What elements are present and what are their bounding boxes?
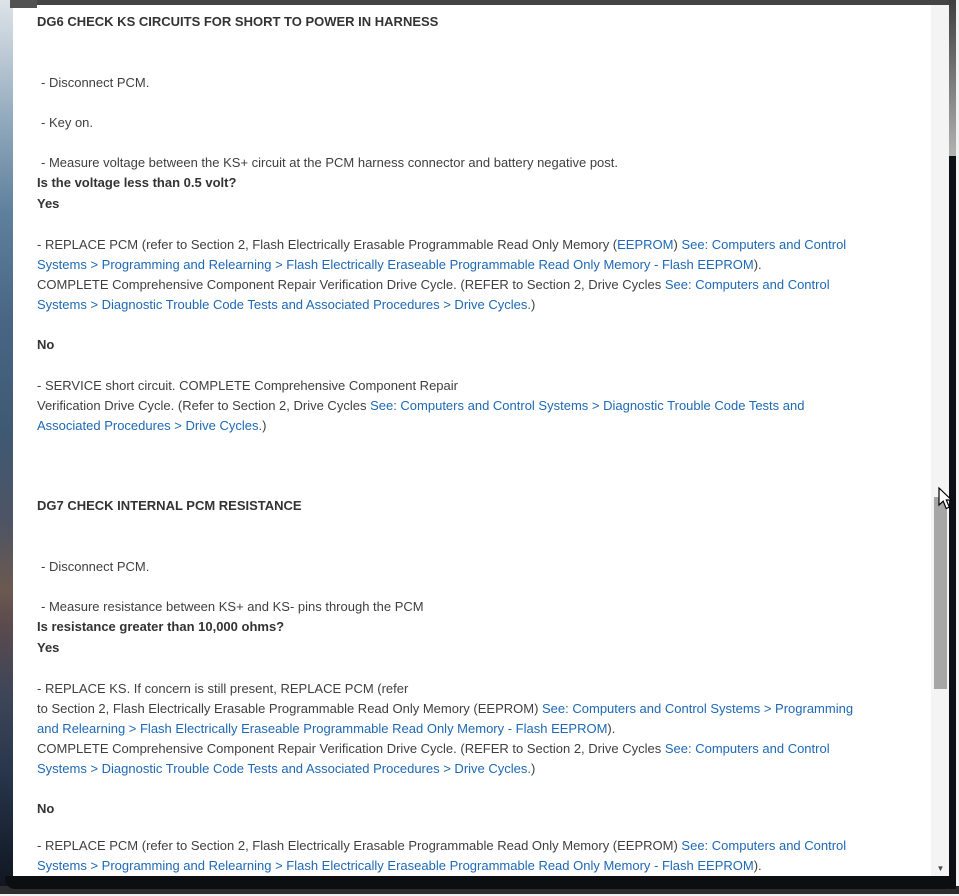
reference-link[interactable]: See: Computers and Control (664, 277, 830, 292)
text-segment: COMPLETE Comprehensive Component Repair Verification Drive Cycle. (REFER to Section 2, Drive Cycles (37, 741, 665, 756)
text-segment: ) (673, 237, 682, 252)
window-top-frame (10, 0, 950, 5)
text-segment: - Disconnect PCM. (41, 75, 150, 90)
reference-link[interactable]: See: Computers and Control Systems > Diagnostic Trouble Code Tests and (370, 398, 805, 413)
text-line (37, 856, 931, 876)
step-heading-dg6 (37, 12, 931, 32)
desktop-background (0, 0, 13, 894)
text-line (37, 335, 931, 355)
text-segment: ). (607, 721, 616, 736)
text-line (37, 699, 931, 719)
text-segment: - Measure voltage between the KS+ circuit at the PCM harness connector and battery negative post. (41, 155, 619, 170)
text-segment: DG7 CHECK INTERNAL PCM RESISTANCE (37, 498, 302, 513)
answer-yes (37, 638, 931, 658)
text-line (37, 12, 931, 32)
text-segment: Yes (37, 640, 60, 655)
text-segment: No (37, 337, 55, 352)
step-heading-dg7 (37, 496, 931, 516)
reference-link[interactable]: See: Computers and Control (681, 237, 847, 252)
reference-link[interactable]: Systems > Diagnostic Trouble Code Tests and Associated Procedures > Drive Cycles. (37, 761, 531, 776)
step-action (37, 113, 931, 133)
scrollbar-down-arrow-icon[interactable]: ▼ (936, 864, 945, 873)
step-question (37, 173, 931, 193)
content-scrollbar-track[interactable] (931, 5, 949, 876)
text-line (37, 836, 931, 856)
reference-link[interactable]: Systems > Diagnostic Trouble Code Tests and Associated Procedures > Drive Cycles. (37, 297, 531, 312)
yes-instructions (37, 679, 931, 779)
text-line (37, 153, 931, 173)
reference-link[interactable]: See: Computers and Control (681, 838, 847, 853)
text-line (37, 799, 931, 819)
reference-link[interactable]: EEPROM (617, 237, 674, 252)
text-line (37, 173, 931, 193)
answer-yes (37, 194, 931, 214)
text-line (37, 679, 931, 699)
text-segment: - REPLACE PCM (refer to Section 2, Flash Electrically Erasable Programmable Read Only Memory (EEPROM) (37, 838, 682, 853)
text-line (37, 617, 931, 637)
reference-link[interactable]: Systems > Programming and Relearning > Flash Electrically Eraseable Programmable Read Only Memory - Flash EEPROM (37, 858, 754, 873)
yes-instructions (37, 235, 931, 315)
text-segment: - REPLACE KS. If concern is still present, REPLACE PCM (refer (37, 681, 409, 696)
text-segment: Yes (37, 196, 60, 211)
text-segment: ) (531, 761, 536, 776)
step-question (37, 617, 931, 637)
text-line (37, 396, 931, 416)
text-segment: - SERVICE short circuit. COMPLETE Comprehensive Component Repair (37, 378, 458, 393)
text-line (37, 597, 931, 617)
outer-scrollbar-thumb[interactable] (949, 0, 956, 156)
text-line (37, 416, 931, 436)
text-line (37, 235, 931, 255)
text-line (37, 638, 931, 658)
step-action (37, 73, 931, 93)
window-bottom-frame (5, 876, 956, 889)
text-line (37, 194, 931, 214)
text-segment: - Key on. (41, 115, 94, 130)
text-segment: ). (753, 257, 762, 272)
text-line (37, 719, 931, 739)
text-line (37, 255, 931, 275)
text-segment: ). (753, 858, 762, 873)
text-segment: to Section 2, Flash Electrically Erasable Programmable Read Only Memory (EEPROM) (37, 701, 543, 716)
text-segment: - Measure resistance between KS+ and KS- pins through the PCM (41, 599, 424, 614)
mouse-cursor-icon (938, 487, 954, 516)
content-scrollbar-thumb[interactable] (934, 497, 947, 689)
text-line (37, 759, 931, 779)
text-segment: ) (531, 297, 536, 312)
text-segment: - Disconnect PCM. (41, 559, 150, 574)
text-segment: - REPLACE PCM (refer to Section 2, Flash Electrically Erasable Programmable Read Only Memory ( (37, 237, 618, 252)
text-line (37, 295, 931, 315)
text-segment: No (37, 801, 55, 816)
no-instructions (37, 376, 931, 436)
text-line (37, 739, 931, 759)
text-segment: Is resistance greater than 10,000 ohms? (37, 619, 285, 634)
text-line (37, 73, 931, 93)
reference-link[interactable]: See: Computers and Control (664, 741, 830, 756)
text-line (37, 496, 931, 516)
step-action (37, 597, 931, 617)
reference-link[interactable]: and Relearning > Flash Electrically Eraseable Programmable Read Only Memory - Flash EEPROM (37, 721, 608, 736)
document-content (37, 12, 931, 884)
text-segment: Verification Drive Cycle. (Refer to Section 2, Drive Cycles (37, 398, 371, 413)
answer-no (37, 799, 931, 819)
reference-link[interactable]: Associated Procedures > Drive Cycles. (37, 418, 263, 433)
text-line (37, 113, 931, 133)
text-line (37, 275, 931, 295)
text-segment: COMPLETE Comprehensive Component Repair Verification Drive Cycle. (REFER to Section 2, Drive Cycles (37, 277, 665, 292)
reference-link[interactable]: Systems > Programming and Relearning > Flash Electrically Eraseable Programmable Read Only Memory - Flash EEPROM (37, 257, 754, 272)
answer-no (37, 335, 931, 355)
text-segment: DG6 CHECK KS CIRCUITS FOR SHORT TO POWER IN HARNESS (37, 14, 439, 29)
window-top-frame-cap (10, 0, 37, 8)
reference-link[interactable]: See: Computers and Control Systems > Programming (542, 701, 854, 716)
text-line (37, 376, 931, 396)
step-action (37, 153, 931, 173)
text-segment: ) (262, 418, 267, 433)
text-line (37, 557, 931, 577)
step-action (37, 557, 931, 577)
text-segment: Is the voltage less than 0.5 volt? (37, 175, 237, 190)
